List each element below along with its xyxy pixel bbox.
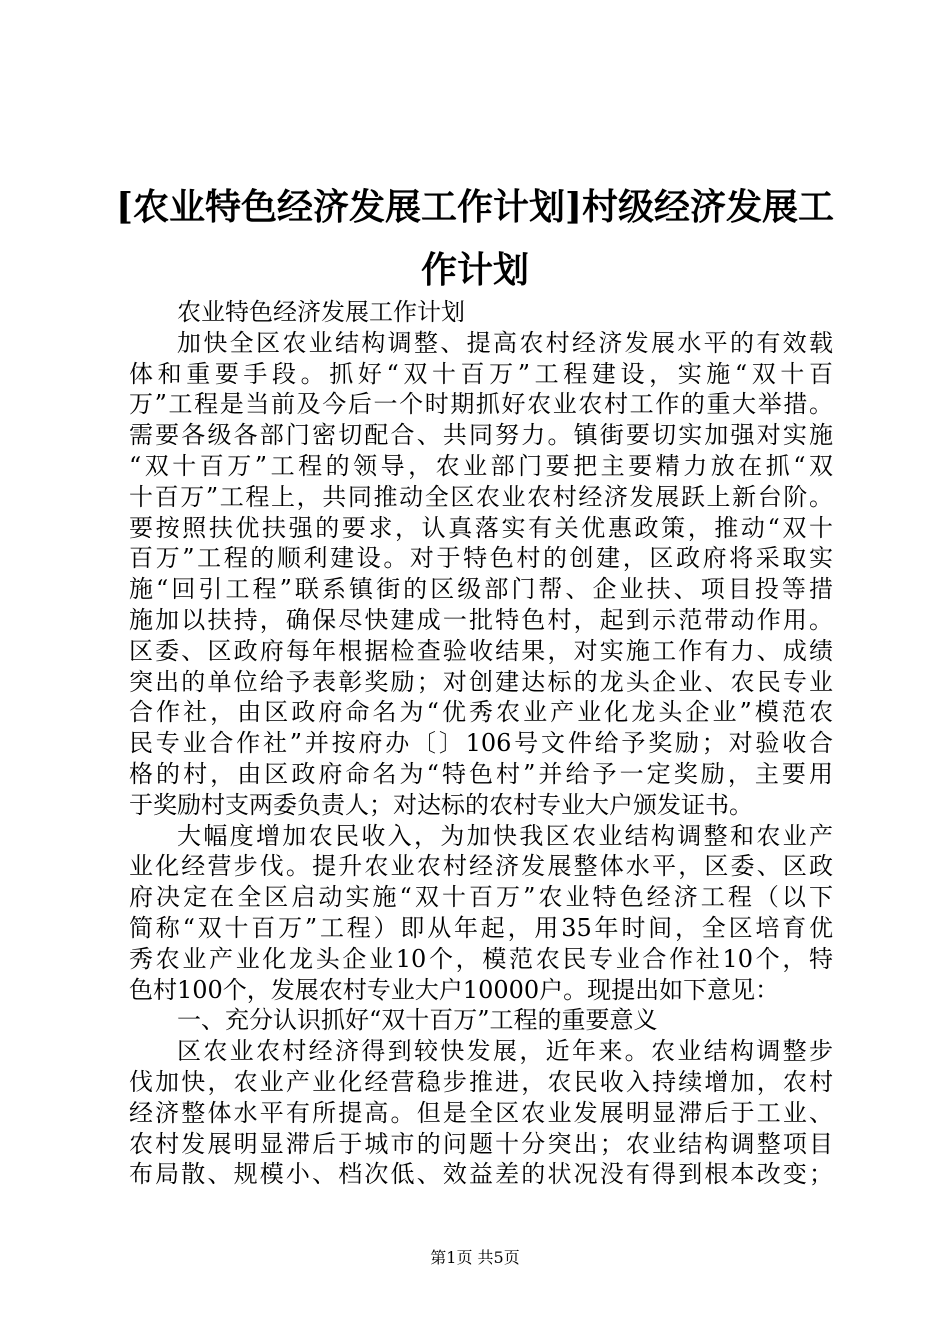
body-line: 于奖励村支两委负责人；对达标的农村专业大户颁发证书。: [129, 790, 753, 819]
body-line: 农业特色经济发展工作计划: [177, 298, 465, 326]
body-line: 体和重要手段。抓好“双十百万”工程建设，实施“双十百: [129, 359, 833, 388]
body-line: 布局散、规模小、档次低、效益差的状况没有得到根本改变；: [129, 1160, 833, 1189]
body-line: 伐加快，农业产业化经营稳步推进，农民收入持续增加，农村: [129, 1067, 833, 1096]
body-line: 合作社，由区政府命名为“优秀农业产业化龙头企业”模范农: [129, 698, 833, 727]
body-line: 大幅度增加农民收入，为加快我区农业结构调整和农业产: [177, 821, 833, 850]
body-line: 区农业农村经济得到较快发展，近年来。农业结构调整步: [177, 1037, 833, 1066]
title-line-2: 作计划: [420, 249, 529, 291]
body-line: 民专业合作社”并按府办〔〕106号文件给予奖励；对验收合: [129, 729, 833, 758]
body-line: 色村100个，发展农村专业大户10000户。现提出如下意见：: [129, 975, 780, 1004]
body-line: 突出的单位给予表彰奖励；对创建达标的龙头企业、农民专业: [129, 667, 833, 696]
body-line: 格的村，由区政府命名为“特色村”并给予一定奖励，主要用: [129, 759, 833, 788]
body-line: 府决定在全区启动实施“双十百万”农业特色经济工程（以下: [129, 883, 833, 912]
body-line: 施“回引工程”联系镇街的区级部门帮、企业扶、项目投等措: [129, 575, 833, 604]
body-line: 一、充分认识抓好“双十百万”工程的重要意义: [177, 1006, 658, 1035]
body-line: 区委、区政府每年根据检查验收结果，对实施工作有力、成绩: [129, 636, 833, 665]
body-line: 简称“双十百万”工程）即从年起，用35年时间，全区培育优: [129, 913, 833, 942]
body-line: 农村发展明显滞后于城市的问题十分突出；农业结构调整项目: [129, 1129, 833, 1158]
page-footer: 第1页 共5页: [430, 1248, 520, 1267]
body-line: 施加以扶持，确保尽快建成一批特色村，起到示范带动作用。: [129, 605, 833, 634]
body-line: 十百万”工程上，共同推动全区农业农村经济发展跃上新台阶。: [129, 482, 833, 511]
document-title: [100, 176, 850, 302]
body-line: 要按照扶优扶强的要求，认真落实有关优惠政策，推动“双十: [129, 513, 833, 542]
body-line: 经济整体水平有所提高。但是全区农业发展明显滞后于工业、: [129, 1098, 833, 1127]
body-line: “双十百万”工程的领导，农业部门要把主要精力放在抓“双: [129, 451, 833, 480]
body-line: 需要各级各部门密切配合、共同努力。镇街要切实加强对实施: [129, 421, 833, 450]
title-line-1: [农业特色经济发展工作计划]村级经济发展工: [115, 186, 835, 228]
body-line: 秀农业产业化龙头企业10个，模范农民专业合作社10个，特: [129, 944, 833, 973]
document-body: [129, 297, 833, 1190]
body-line: 百万”工程的顺利建设。对于特色村的创建，区政府将采取实: [129, 544, 833, 573]
body-line: 业化经营步伐。提升农业农村经济发展整体水平，区委、区政: [129, 852, 833, 881]
body-line: 加快全区农业结构调整、提高农村经济发展水平的有效载: [177, 328, 833, 357]
body-line: 万”工程是当前及今后一个时期抓好农业农村工作的重大举措。: [129, 390, 833, 419]
